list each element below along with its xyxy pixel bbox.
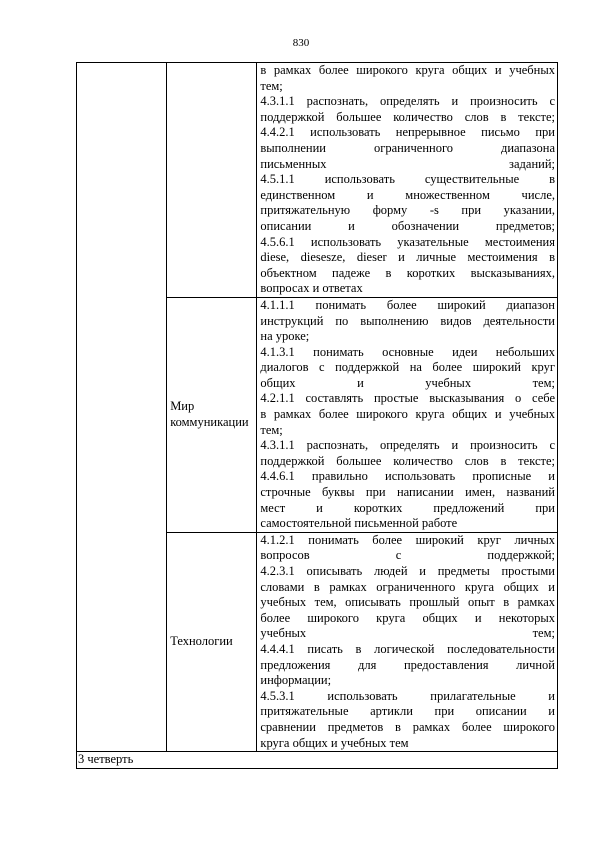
- objective-text-line: 4.5.6.1 использовать указательные местоимения: [260, 234, 555, 249]
- section-label-line: коммуникации: [170, 414, 249, 429]
- objective-text-line: единственном и множественном числе,: [260, 187, 555, 202]
- objective-text-line: учебных тем, описывать прошлый опыт в рамках: [260, 595, 555, 610]
- objective-text-line: описании и обозначении предметов;: [260, 218, 555, 233]
- section-cell: [167, 297, 257, 532]
- objective-text-line: притяжательную форму -s при указании,: [260, 203, 555, 218]
- objective-text-line: строчные буквы при написании имен, названий: [260, 485, 555, 500]
- objective-text-line: 4.2.3.1 описывать людей и предметы простыми: [260, 564, 555, 578]
- objective-text-line: предложения для предоставления личной: [260, 657, 555, 672]
- objectives-cell: [257, 297, 558, 532]
- objective-text-line: поддержкой большее количество слов в тексте;: [260, 109, 555, 124]
- objective-text-line: 4.4.6.1 правильно использовать прописные и: [260, 469, 555, 484]
- objective-text-line: 4.1.1.1 понимать более широкий диапазон: [260, 297, 555, 312]
- objective-text-line: 4.5.1.1 использовать существительные в: [260, 172, 555, 187]
- objective-text-line: более широкого круга общих и некоторых: [260, 610, 555, 625]
- objective-text-line: 4.4.4.1 писать в логической последовательности: [260, 641, 555, 656]
- objective-text-line: выполнении ограниченного диапазона: [260, 140, 555, 155]
- objective-text-line: притяжательные артикли при описании и: [260, 704, 555, 719]
- page-number: 830: [292, 37, 310, 49]
- objective-text-line: 4.3.1.1 распознать, определять и произносить с: [260, 94, 555, 109]
- objective-text-line: поддержкой большее количество слов в тексте;: [260, 453, 555, 468]
- objectives-cell: [257, 63, 558, 298]
- section-cell: [167, 532, 257, 751]
- objective-text-line: диалогов с поддержкой на более широкий круг: [260, 360, 555, 375]
- objective-text-line: объектном падеже в коротких высказываниях,: [260, 265, 555, 280]
- section-cell: [167, 63, 257, 298]
- objective-text-line: на уроке;: [260, 329, 310, 344]
- section-label-line: Технологии: [170, 634, 233, 649]
- objective-text-line: в рамках более широкого круга общих и учебных: [260, 407, 555, 422]
- curriculum-table: [76, 62, 558, 769]
- objective-text-line: сравнении предметов в рамках более широкого: [260, 719, 555, 734]
- objective-text-line: мест и коротких предложений при: [260, 500, 555, 515]
- objectives-cell: [257, 532, 558, 751]
- objective-text-line: тем;: [260, 78, 283, 93]
- objective-text-line: 4.2.1.1 составлять простые высказывания о себе: [260, 391, 555, 406]
- objective-text-line: учебных тем;: [260, 626, 555, 641]
- quarter-label: 3 четверть: [77, 752, 558, 769]
- empty-first-column-cell: [77, 63, 167, 752]
- objective-text-line: в рамках более широкого круга общих и учебных: [260, 63, 555, 77]
- objective-text-line: письменных заданий;: [260, 156, 555, 171]
- objective-text-line: инструкций по выполнению видов деятельности: [260, 313, 555, 328]
- quarter-row: [77, 752, 558, 769]
- objective-text-line: 4.1.2.1 понимать более широкий круг личных: [260, 532, 555, 547]
- objective-text-line: вопросах и ответах: [260, 281, 363, 296]
- objective-text-line: общих и учебных тем;: [260, 375, 555, 390]
- objective-text-line: 4.3.1.1 распознать, определять и произносить с: [260, 438, 555, 453]
- objective-text-line: diese, diesesze, dieser и личные местоимения в: [260, 250, 555, 265]
- objective-text-line: 4.5.3.1 использовать прилагательные и: [260, 688, 555, 703]
- objective-text-line: 4.1.3.1 понимать основные идеи небольших: [260, 344, 555, 359]
- objective-text-line: круга общих и учебных тем: [260, 735, 409, 750]
- objective-text-line: тем;: [260, 422, 283, 437]
- objective-text-line: вопросов с поддержкой;: [260, 548, 555, 563]
- table-row: [77, 63, 558, 298]
- section-label-line: Мир: [170, 399, 195, 414]
- objective-text-line: словами в рамках ограниченного круга общих и: [260, 579, 555, 594]
- objective-text-line: 4.4.2.1 использовать непрерывное письмо при: [260, 125, 555, 140]
- objective-text-line: самостоятельной письменной работе: [260, 516, 458, 531]
- objective-text-line: информации;: [260, 673, 332, 688]
